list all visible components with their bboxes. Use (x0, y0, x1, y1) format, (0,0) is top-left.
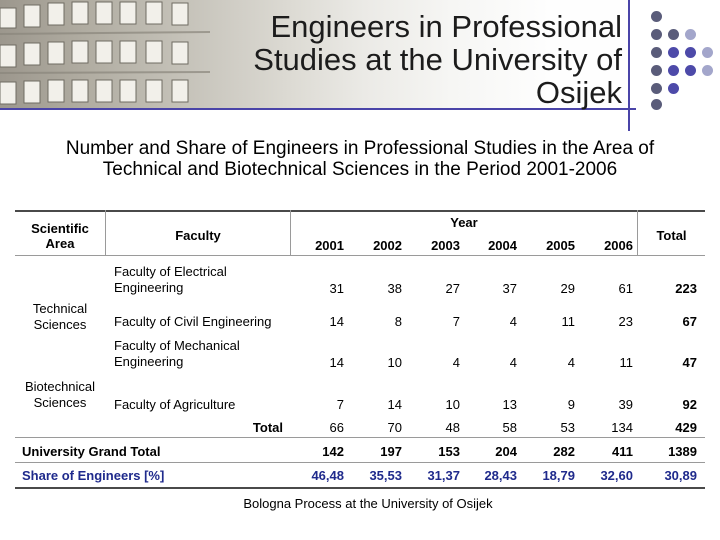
value-cell: 27 (445, 281, 460, 296)
header-divider (15, 255, 705, 256)
value-cell: 48 (445, 420, 460, 435)
value-cell: 4 (567, 355, 575, 370)
value-cell: 61 (618, 281, 633, 296)
title-line: Engineers in Professional (270, 9, 622, 44)
title-line: Osijek (535, 75, 622, 110)
total-cell: 1389 (668, 444, 697, 459)
header-text: Scientific (31, 221, 89, 236)
header-year-2003: 2003 (431, 238, 460, 253)
value-cell: 38 (387, 281, 402, 296)
faculty-name (114, 338, 240, 370)
header-total: Total (656, 228, 687, 243)
value-cell: 11 (619, 355, 633, 370)
value-cell: 23 (618, 314, 633, 329)
value-cell: 13 (502, 397, 517, 412)
value-cell: 31,37 (427, 468, 460, 483)
value-cell: 58 (502, 420, 517, 435)
faculty-text: Faculty of Mechanical (114, 338, 240, 353)
value-cell: 70 (387, 420, 402, 435)
faculty-name (114, 264, 227, 296)
area-text: Sciences (33, 395, 87, 410)
value-cell: 39 (618, 397, 633, 412)
header-text: Area (45, 236, 75, 251)
value-cell: 14 (387, 397, 402, 412)
area-text: Biotechnical (24, 379, 96, 394)
total-cell: 67 (682, 314, 697, 329)
value-cell: 4 (509, 314, 517, 329)
value-cell: 46,48 (311, 468, 344, 483)
value-cell: 8 (394, 314, 402, 329)
slide-footer: Bologna Process at the University of Osijek (243, 496, 493, 511)
header-year-2006: 2006 (604, 238, 633, 253)
value-cell: 282 (553, 444, 575, 459)
value-cell: 66 (329, 420, 344, 435)
value-cell: 53 (560, 420, 575, 435)
value-cell: 411 (612, 444, 633, 459)
value-cell: 18,79 (542, 468, 575, 483)
faculty-name: Faculty of Civil Engineering (114, 314, 272, 329)
value-cell: 35,53 (369, 468, 402, 483)
total-cell: 223 (675, 281, 697, 296)
table-top-border (15, 210, 705, 212)
faculty-text: Engineering (114, 354, 184, 369)
value-cell: 10 (445, 397, 460, 412)
total-cell: 429 (675, 420, 697, 435)
value-cell: 14 (329, 355, 344, 370)
value-cell: 4 (452, 355, 460, 370)
value-cell: 197 (380, 444, 402, 459)
table-bottom-border (15, 487, 705, 489)
header-year: Year (450, 215, 478, 230)
header-faculty: Faculty (175, 228, 221, 243)
header-year-2004: 2004 (488, 238, 517, 253)
total-cell: 47 (682, 355, 697, 370)
value-cell: 31 (329, 281, 344, 296)
header-year-2005: 2005 (546, 238, 575, 253)
header-year-2001: 2001 (315, 238, 344, 253)
value-cell: 11 (561, 314, 575, 329)
value-cell: 134 (611, 420, 633, 435)
value-cell: 10 (387, 355, 402, 370)
area-text: Sciences (33, 317, 87, 332)
grand-total-label: University Grand Total (22, 444, 161, 459)
total-cell: 92 (682, 397, 697, 412)
value-cell: 153 (438, 444, 460, 459)
row-divider (15, 437, 705, 438)
title-line: Studies at the University of (253, 42, 622, 77)
value-cell: 7 (452, 314, 460, 329)
share-label: Share of Engineers [%] (22, 468, 165, 483)
faculty-text: Faculty of Electrical (114, 264, 227, 279)
value-cell: 37 (502, 281, 517, 296)
value-cell: 14 (329, 314, 344, 329)
faculty-name: Faculty of Agriculture (114, 397, 236, 412)
value-cell: 7 (336, 397, 344, 412)
value-cell: 4 (509, 355, 517, 370)
area-biotechnical-sciences (15, 379, 105, 411)
value-cell: 32,60 (600, 468, 633, 483)
faculty-text: Engineering (114, 280, 184, 295)
header-scientific-area (15, 221, 105, 251)
area-text: Technical (32, 301, 88, 316)
caption-line: Technical and Biotechnical Sciences in the Period 2001-2006 (102, 159, 618, 180)
value-cell: 28,43 (484, 468, 517, 483)
row-divider (15, 462, 705, 463)
value-cell: 204 (495, 444, 517, 459)
value-cell: 29 (560, 281, 575, 296)
caption-line: Number and Share of Engineers in Professional Studies in the Area of (65, 138, 655, 159)
value-cell: 9 (567, 397, 575, 412)
value-cell: 142 (322, 444, 344, 459)
header-year-2002: 2002 (373, 238, 402, 253)
total-label: Total (252, 420, 283, 435)
area-technical-sciences (15, 301, 105, 333)
total-cell: 30,89 (664, 468, 697, 483)
